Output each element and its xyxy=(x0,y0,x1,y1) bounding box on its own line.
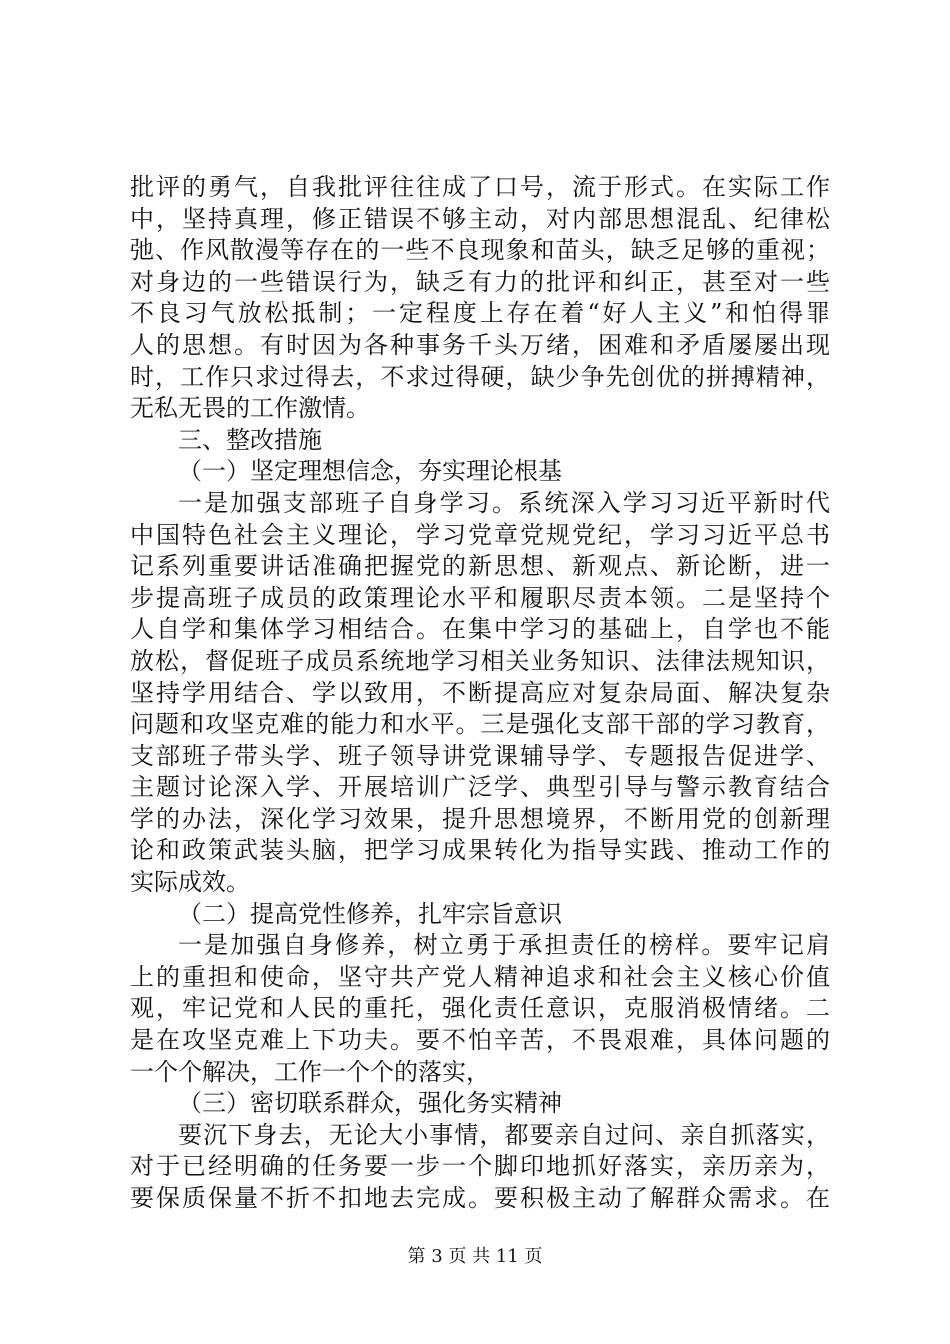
paragraph-line: 人的思想。有时因为各种事务千头万绪，困难和矛盾屡屡出现 xyxy=(130,330,830,359)
paragraph-line: 弛、作风散漫等存在的一些不良现象和苗头，缺乏足够的重视； xyxy=(130,236,830,265)
paragraph-line: 要沉下身去，无论大小事情，都要亲自过问、亲自抓落实， xyxy=(178,1120,830,1149)
paragraph-line: 问题和攻坚克难的能力和水平。三是强化支部干部的学习教育， xyxy=(130,710,830,739)
paragraph-line: 观，牢记党和人民的重托，强化责任意识，克服消极情绪。二 xyxy=(130,994,830,1023)
paragraph-line: 放松，督促班子成员系统地学习相关业务知识、法律法规知识， xyxy=(130,646,830,675)
paragraph-line: 支部班子带头学、班子领导讲党课辅导学、专题报告促进学、 xyxy=(130,741,830,770)
paragraph-line: 实际成效。 xyxy=(130,868,250,897)
section-heading: （三）密切联系群众，强化务实精神 xyxy=(178,1089,562,1118)
paragraph-line: 是在攻坚克难上下功夫。要不怕辛苦，不畏艰难，具体问题的 xyxy=(130,1026,830,1055)
document-body xyxy=(130,172,830,1215)
paragraph-line: 中国特色社会主义理论，学习党章党规党纪，学习习近平总书 xyxy=(130,520,830,549)
paragraph-line: 不良习气放松抵制；一定程度上存在着“好人主义”和怕得罪 xyxy=(130,299,830,328)
paragraph-line: 记系列重要讲话准确把握党的新思想、新观点、新论断，进一 xyxy=(130,552,830,581)
paragraph-line: 步提高班子成员的政策理论水平和履职尽责本领。二是坚持个 xyxy=(130,583,830,612)
paragraph-line: 上的重担和使命，坚守共产党人精神追求和社会主义核心价值 xyxy=(130,962,830,991)
paragraph-line: 坚持学用结合、学以致用，不断提高应对复杂局面、解决复杂 xyxy=(130,678,830,707)
paragraph-line: 对身边的一些错误行为，缺乏有力的批评和纠正，甚至对一些 xyxy=(130,267,830,296)
section-heading: 三、整改措施 xyxy=(178,425,322,454)
paragraph-line: 无私无畏的工作激情。 xyxy=(130,394,370,423)
paragraph-line: 一是加强自身修养，树立勇于承担责任的榜样。要牢记肩 xyxy=(178,931,830,960)
paragraph-line: 一是加强支部班子自身学习。系统深入学习习近平新时代 xyxy=(178,488,830,517)
paragraph-line: 时，工作只求过得去，不求过得硬，缺少争先创优的拼搏精神， xyxy=(130,362,830,391)
page-footer: 第 3 页 共 11 页 xyxy=(407,1246,543,1267)
paragraph-line: 主题讨论深入学、开展培训广泛学、典型引导与警示教育结合 xyxy=(130,773,830,802)
section-heading: （二）提高党性修养，扎牢宗旨意识 xyxy=(178,899,562,928)
section-heading: （一）坚定理想信念，夯实理论根基 xyxy=(178,457,562,486)
paragraph-line: 一个个解决，工作一个个的落实， xyxy=(130,1057,490,1086)
paragraph-line: 论和政策武装头脑，把学习成果转化为指导实践、推动工作的 xyxy=(130,836,830,865)
paragraph-line: 对于已经明确的任务要一步一个脚印地抓好落实，亲历亲为， xyxy=(130,1152,830,1181)
paragraph-line: 中，坚持真理，修正错误不够主动，对内部思想混乱、纪律松 xyxy=(130,204,830,233)
paragraph-line: 学的办法，深化学习效果，提升思想境界，不断用党的创新理 xyxy=(130,804,830,833)
paragraph-line: 要保质保量不折不扣地去完成。要积极主动了解群众需求。在 xyxy=(130,1184,830,1212)
paragraph-line: 批评的勇气，自我批评往往成了口号，流于形式。在实际工作 xyxy=(130,173,830,201)
paragraph-line: 人自学和集体学习相结合。在集中学习的基础上，自学也不能 xyxy=(130,615,830,644)
